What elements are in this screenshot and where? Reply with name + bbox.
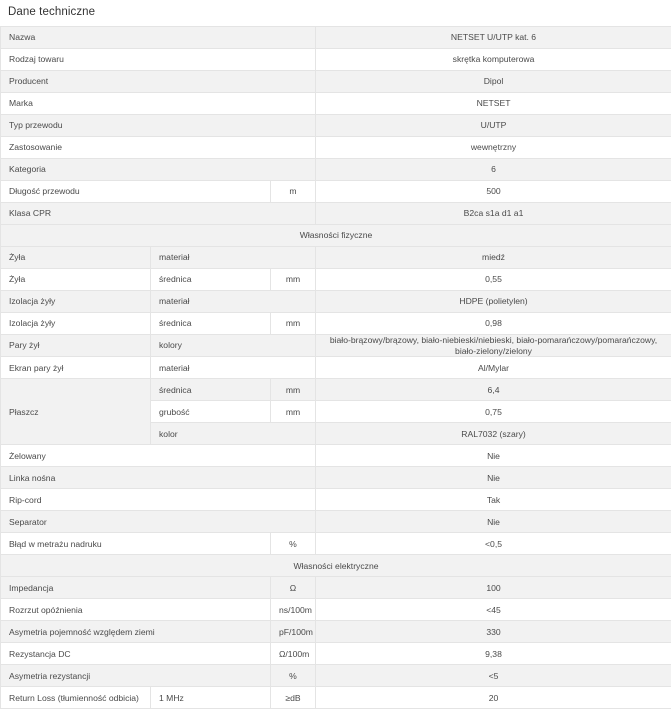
table-row: [1, 137, 671, 159]
row-sublabel: materiał: [151, 291, 316, 313]
row-sublabel: kolor: [151, 423, 316, 445]
row-sublabel: średnica: [151, 269, 271, 291]
row-label: Klasa CPR: [1, 203, 316, 225]
row-unit: mm: [271, 269, 316, 291]
row-value: 9,38: [316, 643, 671, 665]
row-value: <45: [316, 599, 671, 621]
row-unit: %: [271, 533, 316, 555]
row-value: 0,98: [316, 313, 671, 335]
table-body: [1, 27, 671, 709]
row-value: HDPE (polietylen): [316, 291, 671, 313]
row-label: Return Loss (tłumienność odbicia): [1, 687, 151, 709]
row-label: Rip-cord: [1, 489, 316, 511]
row-value: 0,55: [316, 269, 671, 291]
row-label: Rozrzut opóźnienia: [1, 599, 271, 621]
row-sublabel: materiał: [151, 247, 316, 269]
table-row: [1, 27, 671, 49]
row-unit: Ω/100m: [271, 643, 316, 665]
row-value: Al/Mylar: [316, 357, 671, 379]
row-label: Żyła: [1, 247, 151, 269]
row-label: Kategoria: [1, 159, 316, 181]
table-row: [1, 621, 671, 643]
table-row: [1, 71, 671, 93]
row-value: 100: [316, 577, 671, 599]
row-label: Żelowany: [1, 445, 316, 467]
table-row: [1, 445, 671, 467]
row-label: Rodzaj towaru: [1, 49, 316, 71]
row-label: Producent: [1, 71, 316, 93]
table-row: [1, 291, 671, 313]
row-value: Nie: [316, 445, 671, 467]
row-value: 330: [316, 621, 671, 643]
row-unit: Ω: [271, 577, 316, 599]
row-value: RAL7032 (szary): [316, 423, 671, 445]
row-value: Nie: [316, 467, 671, 489]
row-sublabel: kolory: [151, 335, 316, 357]
row-label: Ekran pary żył: [1, 357, 151, 379]
table-row: [1, 115, 671, 137]
row-label: Marka: [1, 93, 316, 115]
table-row: [1, 335, 671, 357]
table-row: [1, 181, 671, 203]
row-label: Rezystancja DC: [1, 643, 271, 665]
row-label: Asymetria rezystancji: [1, 665, 271, 687]
row-value: wewnętrzny: [316, 137, 671, 159]
table-row: [1, 357, 671, 379]
table-row: [1, 533, 671, 555]
row-sublabel: 1 MHz: [151, 687, 271, 709]
row-value: B2ca s1a d1 a1: [316, 203, 671, 225]
row-value: 6: [316, 159, 671, 181]
section-header-row: [1, 225, 671, 247]
row-value: 6,4: [316, 379, 671, 401]
row-sublabel: grubość: [151, 401, 271, 423]
row-label: Nazwa: [1, 27, 316, 49]
row-value: <5: [316, 665, 671, 687]
page-title: Dane techniczne: [0, 0, 671, 26]
table-row: [1, 665, 671, 687]
row-unit: mm: [271, 401, 316, 423]
table-row: [1, 511, 671, 533]
row-label: Impedancja: [1, 577, 271, 599]
row-label: Długość przewodu: [1, 181, 271, 203]
technical-data-table: [0, 26, 671, 709]
row-sublabel: średnica: [151, 379, 271, 401]
row-value: U/UTP: [316, 115, 671, 137]
row-label: Asymetria pojemność względem ziemi: [1, 621, 271, 643]
row-value: NETSET U/UTP kat. 6: [316, 27, 671, 49]
row-unit: m: [271, 181, 316, 203]
row-unit: mm: [271, 313, 316, 335]
row-label: Linka nośna: [1, 467, 316, 489]
row-value: NETSET: [316, 93, 671, 115]
table-row: [1, 203, 671, 225]
row-value: Nie: [316, 511, 671, 533]
row-label: Separator: [1, 511, 316, 533]
table-row: [1, 379, 671, 401]
row-unit: ns/100m: [271, 599, 316, 621]
row-label: Pary żył: [1, 335, 151, 357]
section-header-physical: Własności fizyczne: [1, 225, 671, 247]
table-row: [1, 93, 671, 115]
row-value: Dipol: [316, 71, 671, 93]
row-unit: %: [271, 665, 316, 687]
table-row: [1, 49, 671, 71]
row-value: <0,5: [316, 533, 671, 555]
row-unit: pF/100m: [271, 621, 316, 643]
row-label: Żyła: [1, 269, 151, 291]
row-label: Izolacja żyły: [1, 291, 151, 313]
row-label: Zastosowanie: [1, 137, 316, 159]
table-row: [1, 159, 671, 181]
row-unit: mm: [271, 379, 316, 401]
table-row: [1, 269, 671, 291]
row-sublabel: materiał: [151, 357, 316, 379]
table-row: [1, 599, 671, 621]
row-label: Błąd w metrażu nadruku: [1, 533, 271, 555]
table-row: [1, 489, 671, 511]
row-unit: ≥dB: [271, 687, 316, 709]
row-value: Tak: [316, 489, 671, 511]
table-row: [1, 247, 671, 269]
table-row: [1, 467, 671, 489]
row-value: skrętka komputerowa: [316, 49, 671, 71]
row-value: miedź: [316, 247, 671, 269]
row-sublabel: średnica: [151, 313, 271, 335]
row-label: Typ przewodu: [1, 115, 316, 137]
table-row: [1, 643, 671, 665]
section-header-electrical: Własności elektryczne: [1, 555, 671, 577]
table-row: [1, 313, 671, 335]
row-value: 20: [316, 687, 671, 709]
row-value: biało-brązowy/brązowy, biało-niebieski/niebieski, biało-pomarańczowy/pomarańczowy, biało-zielony/zielony: [316, 335, 671, 357]
section-header-row: [1, 555, 671, 577]
row-value: 0,75: [316, 401, 671, 423]
row-label: Izolacja żyły: [1, 313, 151, 335]
table-row: [1, 687, 671, 709]
row-value: 500: [316, 181, 671, 203]
row-label-sheath: Płaszcz: [1, 379, 151, 445]
table-row: [1, 577, 671, 599]
